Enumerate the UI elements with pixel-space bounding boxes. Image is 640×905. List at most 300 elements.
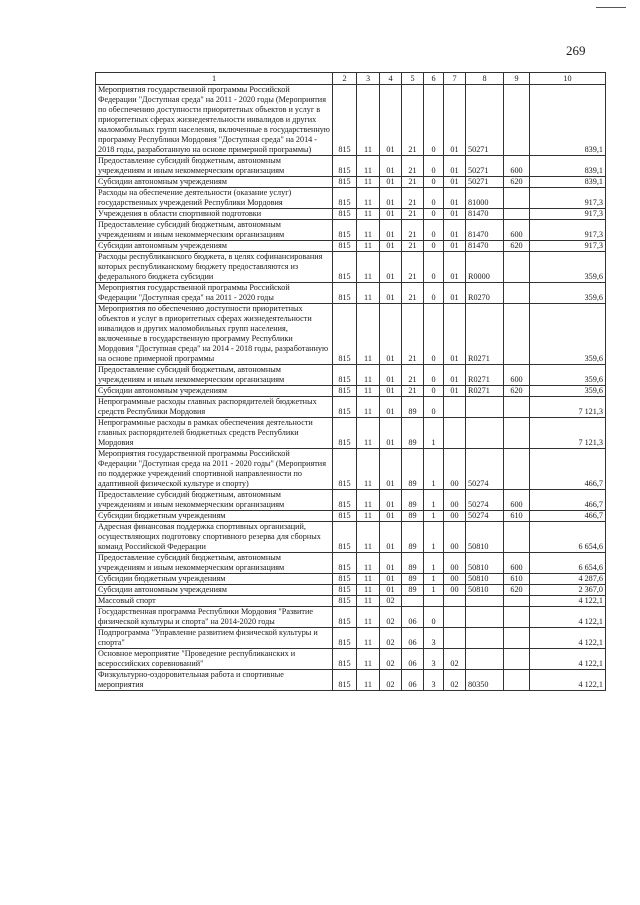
section-code: 11 xyxy=(357,283,380,304)
row-name: Предоставление субсидий бюджетным, автономным учреждениям и иным некоммерческим организациям xyxy=(96,156,333,177)
admin-code: 815 xyxy=(333,511,357,522)
direction-code: 81470 xyxy=(466,209,504,220)
event-code: 00 xyxy=(444,574,466,585)
program-code: 89 xyxy=(402,585,424,596)
corner-mark xyxy=(596,7,626,8)
subprogram-code: 0 xyxy=(424,607,444,628)
expense-type-code xyxy=(504,304,530,365)
amount: 4 122,1 xyxy=(530,649,606,670)
expense-type-code: 620 xyxy=(504,241,530,252)
subsection-code: 01 xyxy=(380,241,402,252)
row-name: Мероприятия по обеспечению доступности приоритетных объектов и услуг в приоритетных сферах жизнедеятельности инвалидов и других маломобильных групп населения, включенные в государственную программу Республики Мордовия "Доступная среда" на 2014 - 2018 годы, разработанную на основе примерной программы xyxy=(96,304,333,365)
admin-code: 815 xyxy=(333,574,357,585)
header-cell: 7 xyxy=(444,73,466,85)
amount: 6 654,6 xyxy=(530,553,606,574)
page-number: 269 xyxy=(566,43,586,58)
program-code: 21 xyxy=(402,177,424,188)
row-name: Предоставление субсидий бюджетным, автономным учреждениям и иным некоммерческим организациям xyxy=(96,553,333,574)
subsection-code: 01 xyxy=(380,511,402,522)
admin-code: 815 xyxy=(333,365,357,386)
table-row xyxy=(96,418,606,449)
table-row xyxy=(96,177,606,188)
row-name: Мероприятия государственной программы Российской Федерации "Доступная среда" на 2011 - 2020 годы (Мероприятия по обеспечению доступности приоритетных объектов и услуг в приоритетных сферах жизнедеятельности инвалидов и других маломобильных групп населения, включенные в государственную программу Республики Мордовия "Доступная среда" на 2014 - 2018 годы, разработанную на основе примерной программы) xyxy=(96,85,333,156)
table-row xyxy=(96,670,606,691)
subsection-code: 02 xyxy=(380,649,402,670)
expense-type-code xyxy=(504,252,530,283)
subsection-code: 02 xyxy=(380,670,402,691)
direction-code: R0271 xyxy=(466,304,504,365)
event-code: 01 xyxy=(444,365,466,386)
program-code: 06 xyxy=(402,649,424,670)
event-code: 01 xyxy=(444,304,466,365)
admin-code: 815 xyxy=(333,553,357,574)
table-row xyxy=(96,628,606,649)
amount: 917,3 xyxy=(530,188,606,209)
budget-table xyxy=(95,72,606,691)
row-name: Субсидии бюджетным учреждениям xyxy=(96,511,333,522)
row-name: Предоставление субсидий бюджетным, автономным учреждениям и иным некоммерческим организациям xyxy=(96,365,333,386)
row-name: Адресная финансовая поддержка спортивных организаций, осуществляющих подготовку спортивного резерва для сборных команд Российской Федерации xyxy=(96,522,333,553)
direction-code: 80350 xyxy=(466,670,504,691)
admin-code: 815 xyxy=(333,596,357,607)
header-cell: 8 xyxy=(466,73,504,85)
subsection-code: 01 xyxy=(380,283,402,304)
section-code: 11 xyxy=(357,241,380,252)
event-code: 01 xyxy=(444,188,466,209)
header-cell: 1 xyxy=(96,73,333,85)
admin-code: 815 xyxy=(333,490,357,511)
admin-code: 815 xyxy=(333,522,357,553)
amount: 359,6 xyxy=(530,252,606,283)
amount: 7 121,3 xyxy=(530,397,606,418)
expense-type-code xyxy=(504,85,530,156)
section-code: 11 xyxy=(357,418,380,449)
section-code: 11 xyxy=(357,607,380,628)
section-code: 11 xyxy=(357,304,380,365)
expense-type-code xyxy=(504,649,530,670)
subprogram-code: 0 xyxy=(424,220,444,241)
table-body xyxy=(96,85,606,691)
section-code: 11 xyxy=(357,511,380,522)
table-row xyxy=(96,220,606,241)
admin-code: 815 xyxy=(333,220,357,241)
event-code: 01 xyxy=(444,220,466,241)
section-code: 11 xyxy=(357,670,380,691)
expense-type-code: 600 xyxy=(504,490,530,511)
subprogram-code: 3 xyxy=(424,628,444,649)
row-name: Мероприятия государственной программы Российской Федерации "Доступная среда" на 2011 - 2020 годы xyxy=(96,283,333,304)
program-code: 21 xyxy=(402,304,424,365)
admin-code: 815 xyxy=(333,628,357,649)
expense-type-code: 600 xyxy=(504,156,530,177)
section-code: 11 xyxy=(357,449,380,490)
expense-type-code: 600 xyxy=(504,365,530,386)
subsection-code: 01 xyxy=(380,209,402,220)
event-code: 01 xyxy=(444,241,466,252)
table-row xyxy=(96,252,606,283)
section-code: 11 xyxy=(357,628,380,649)
table-row xyxy=(96,607,606,628)
subsection-code: 02 xyxy=(380,596,402,607)
program-code: 06 xyxy=(402,628,424,649)
row-name: Субсидии автономным учреждениям xyxy=(96,177,333,188)
section-code: 11 xyxy=(357,220,380,241)
header-cell: 4 xyxy=(380,73,402,85)
row-name: Непрограммные расходы в рамках обеспечения деятельности главных распорядителей бюджетных средств Республики Мордовия xyxy=(96,418,333,449)
subsection-code: 01 xyxy=(380,553,402,574)
program-code: 21 xyxy=(402,283,424,304)
subprogram-code: 0 xyxy=(424,386,444,397)
subprogram-code: 1 xyxy=(424,418,444,449)
row-name: Государственная программа Республики Мордовия "Развитие физической культуры и спорта" на 2014-2020 годы xyxy=(96,607,333,628)
section-code: 11 xyxy=(357,522,380,553)
program-code: 21 xyxy=(402,252,424,283)
direction-code: R0270 xyxy=(466,283,504,304)
direction-code xyxy=(466,397,504,418)
row-name: Подпрограмма "Управление развитием физической культуры и спорта" xyxy=(96,628,333,649)
amount: 2 367,0 xyxy=(530,585,606,596)
expense-type-code xyxy=(504,628,530,649)
admin-code: 815 xyxy=(333,241,357,252)
amount: 4 287,6 xyxy=(530,574,606,585)
subsection-code: 01 xyxy=(380,449,402,490)
table-row xyxy=(96,156,606,177)
section-code: 11 xyxy=(357,596,380,607)
subsection-code: 01 xyxy=(380,585,402,596)
amount: 4 122,1 xyxy=(530,596,606,607)
amount: 839,1 xyxy=(530,156,606,177)
event-code: 00 xyxy=(444,522,466,553)
direction-code xyxy=(466,628,504,649)
subsection-code: 01 xyxy=(380,365,402,386)
direction-code xyxy=(466,596,504,607)
expense-type-code xyxy=(504,209,530,220)
admin-code: 815 xyxy=(333,156,357,177)
subsection-code: 01 xyxy=(380,85,402,156)
admin-code: 815 xyxy=(333,386,357,397)
event-code: 01 xyxy=(444,85,466,156)
subprogram-code: 0 xyxy=(424,188,444,209)
section-code: 11 xyxy=(357,188,380,209)
expense-type-code xyxy=(504,188,530,209)
event-code xyxy=(444,628,466,649)
direction-code xyxy=(466,607,504,628)
expense-type-code xyxy=(504,607,530,628)
subprogram-code: 0 xyxy=(424,304,444,365)
subprogram-code: 0 xyxy=(424,283,444,304)
direction-code: 50274 xyxy=(466,490,504,511)
section-code: 11 xyxy=(357,490,380,511)
amount: 917,3 xyxy=(530,220,606,241)
expense-type-code xyxy=(504,596,530,607)
event-code: 02 xyxy=(444,649,466,670)
subprogram-code xyxy=(424,596,444,607)
header-cell: 10 xyxy=(530,73,606,85)
subprogram-code: 0 xyxy=(424,177,444,188)
subprogram-code: 0 xyxy=(424,209,444,220)
row-name: Предоставление субсидий бюджетным, автономным учреждениям и иным некоммерческим организациям xyxy=(96,490,333,511)
row-name: Массовый спорт xyxy=(96,596,333,607)
expense-type-code: 620 xyxy=(504,585,530,596)
table-row xyxy=(96,511,606,522)
expense-type-code xyxy=(504,449,530,490)
table-row xyxy=(96,397,606,418)
event-code: 01 xyxy=(444,283,466,304)
program-code: 21 xyxy=(402,386,424,397)
section-code: 11 xyxy=(357,85,380,156)
subprogram-code: 1 xyxy=(424,511,444,522)
direction-code: 81470 xyxy=(466,241,504,252)
event-code: 00 xyxy=(444,585,466,596)
direction-code: 50810 xyxy=(466,553,504,574)
row-name: Субсидии бюджетным учреждениям xyxy=(96,574,333,585)
expense-type-code xyxy=(504,397,530,418)
section-code: 11 xyxy=(357,386,380,397)
amount: 839,1 xyxy=(530,85,606,156)
expense-type-code: 610 xyxy=(504,511,530,522)
table-row xyxy=(96,209,606,220)
subsection-code: 01 xyxy=(380,522,402,553)
event-code: 01 xyxy=(444,252,466,283)
program-code: 21 xyxy=(402,209,424,220)
subprogram-code: 0 xyxy=(424,241,444,252)
table-row xyxy=(96,241,606,252)
header-cell: 9 xyxy=(504,73,530,85)
subprogram-code: 3 xyxy=(424,670,444,691)
header-cell: 6 xyxy=(424,73,444,85)
subprogram-code: 0 xyxy=(424,397,444,418)
amount: 359,6 xyxy=(530,304,606,365)
expense-type-code xyxy=(504,670,530,691)
table-row xyxy=(96,365,606,386)
header-cell: 3 xyxy=(357,73,380,85)
table-row xyxy=(96,188,606,209)
event-code: 01 xyxy=(444,386,466,397)
direction-code xyxy=(466,418,504,449)
subsection-code: 01 xyxy=(380,574,402,585)
header-cell: 5 xyxy=(402,73,424,85)
amount: 359,6 xyxy=(530,386,606,397)
row-name: Субсидии автономным учреждениям xyxy=(96,241,333,252)
event-code: 01 xyxy=(444,209,466,220)
admin-code: 815 xyxy=(333,585,357,596)
subprogram-code: 1 xyxy=(424,553,444,574)
amount: 466,7 xyxy=(530,511,606,522)
expense-type-code xyxy=(504,283,530,304)
row-name: Мероприятия государственной программы Российской Федерации "Доступная среда на 2011 - 2020 годы" (Мероприятия по поддержке учреждений спортивной направленности по адаптивной физической культуре и спорту) xyxy=(96,449,333,490)
event-code: 01 xyxy=(444,156,466,177)
direction-code: R0271 xyxy=(466,386,504,397)
admin-code: 815 xyxy=(333,607,357,628)
direction-code xyxy=(466,649,504,670)
row-name: Учреждения в области спортивной подготовки xyxy=(96,209,333,220)
direction-code: 50274 xyxy=(466,511,504,522)
program-code: 21 xyxy=(402,188,424,209)
header-row xyxy=(96,73,606,85)
admin-code: 815 xyxy=(333,649,357,670)
expense-type-code: 600 xyxy=(504,220,530,241)
program-code: 89 xyxy=(402,574,424,585)
section-code: 11 xyxy=(357,156,380,177)
event-code: 00 xyxy=(444,490,466,511)
admin-code: 815 xyxy=(333,252,357,283)
program-code: 21 xyxy=(402,241,424,252)
row-name: Предоставление субсидий бюджетным, автономным учреждениям и иным некоммерческим организациям xyxy=(96,220,333,241)
admin-code: 815 xyxy=(333,418,357,449)
amount: 839,1 xyxy=(530,177,606,188)
row-name: Основное мероприятие "Проведение республиканских и всероссийских соревнований" xyxy=(96,649,333,670)
section-code: 11 xyxy=(357,365,380,386)
amount: 466,7 xyxy=(530,449,606,490)
subsection-code: 01 xyxy=(380,490,402,511)
admin-code: 815 xyxy=(333,283,357,304)
row-name: Субсидии автономным учреждениям xyxy=(96,386,333,397)
table-row xyxy=(96,386,606,397)
program-code: 89 xyxy=(402,522,424,553)
expense-type-code: 600 xyxy=(504,553,530,574)
subprogram-code: 0 xyxy=(424,156,444,177)
amount: 917,3 xyxy=(530,241,606,252)
subsection-code: 01 xyxy=(380,386,402,397)
subprogram-code: 1 xyxy=(424,585,444,596)
subprogram-code: 3 xyxy=(424,649,444,670)
event-code xyxy=(444,418,466,449)
expense-type-code: 620 xyxy=(504,177,530,188)
amount: 4 122,1 xyxy=(530,607,606,628)
direction-code: 50810 xyxy=(466,585,504,596)
subsection-code: 01 xyxy=(380,188,402,209)
program-code: 21 xyxy=(402,156,424,177)
direction-code: 50274 xyxy=(466,449,504,490)
program-code: 06 xyxy=(402,607,424,628)
subprogram-code: 1 xyxy=(424,574,444,585)
row-name: Расходы республиканского бюджета, в целях софинансирования которых республиканскому бюджету предоставляются из федерального бюджета субсидии xyxy=(96,252,333,283)
subsection-code: 02 xyxy=(380,607,402,628)
program-code xyxy=(402,596,424,607)
event-code xyxy=(444,596,466,607)
direction-code: R0271 xyxy=(466,365,504,386)
section-code: 11 xyxy=(357,252,380,283)
event-code: 00 xyxy=(444,511,466,522)
row-name: Субсидии автономным учреждениям xyxy=(96,585,333,596)
subprogram-code: 0 xyxy=(424,252,444,283)
amount: 466,7 xyxy=(530,490,606,511)
subsection-code: 01 xyxy=(380,220,402,241)
subsection-code: 01 xyxy=(380,177,402,188)
amount: 4 122,1 xyxy=(530,670,606,691)
table-row xyxy=(96,449,606,490)
amount: 917,3 xyxy=(530,209,606,220)
row-name: Физкультурно-оздоровительная работа и спортивные мероприятия xyxy=(96,670,333,691)
direction-code: 50271 xyxy=(466,177,504,188)
program-code: 21 xyxy=(402,365,424,386)
event-code xyxy=(444,397,466,418)
table-row xyxy=(96,596,606,607)
subsection-code: 01 xyxy=(380,304,402,365)
subsection-code: 02 xyxy=(380,628,402,649)
admin-code: 815 xyxy=(333,397,357,418)
admin-code: 815 xyxy=(333,209,357,220)
subprogram-code: 1 xyxy=(424,449,444,490)
header-cell: 2 xyxy=(333,73,357,85)
program-code: 89 xyxy=(402,418,424,449)
table-row xyxy=(96,649,606,670)
subsection-code: 01 xyxy=(380,156,402,177)
direction-code: 50810 xyxy=(466,522,504,553)
event-code: 00 xyxy=(444,553,466,574)
table-row xyxy=(96,553,606,574)
expense-type-code: 620 xyxy=(504,386,530,397)
section-code: 11 xyxy=(357,649,380,670)
program-code: 21 xyxy=(402,85,424,156)
admin-code: 815 xyxy=(333,85,357,156)
amount: 359,6 xyxy=(530,283,606,304)
program-code: 21 xyxy=(402,220,424,241)
subsection-code: 01 xyxy=(380,418,402,449)
row-name: Расходы на обеспечение деятельности (оказание услуг) государственных учреждений Республики Мордовия xyxy=(96,188,333,209)
program-code: 89 xyxy=(402,490,424,511)
direction-code: 50271 xyxy=(466,85,504,156)
table-row xyxy=(96,585,606,596)
program-code: 06 xyxy=(402,670,424,691)
subsection-code: 01 xyxy=(380,252,402,283)
subsection-code: 01 xyxy=(380,397,402,418)
table-row xyxy=(96,304,606,365)
amount: 6 654,6 xyxy=(530,522,606,553)
table-row xyxy=(96,490,606,511)
program-code: 89 xyxy=(402,449,424,490)
table-row xyxy=(96,522,606,553)
amount: 4 122,1 xyxy=(530,628,606,649)
table-row xyxy=(96,85,606,156)
amount: 359,6 xyxy=(530,365,606,386)
section-code: 11 xyxy=(357,397,380,418)
program-code: 89 xyxy=(402,397,424,418)
admin-code: 815 xyxy=(333,670,357,691)
direction-code: 50271 xyxy=(466,156,504,177)
row-name: Непрограммные расходы главных распорядителей бюджетных средств Республики Мордовия xyxy=(96,397,333,418)
event-code: 01 xyxy=(444,177,466,188)
amount: 7 121,3 xyxy=(530,418,606,449)
subprogram-code: 1 xyxy=(424,490,444,511)
program-code: 89 xyxy=(402,511,424,522)
admin-code: 815 xyxy=(333,304,357,365)
expense-type-code xyxy=(504,418,530,449)
direction-code: 50810 xyxy=(466,574,504,585)
direction-code: R0000 xyxy=(466,252,504,283)
event-code xyxy=(444,607,466,628)
program-code: 89 xyxy=(402,553,424,574)
subprogram-code: 0 xyxy=(424,85,444,156)
section-code: 11 xyxy=(357,177,380,188)
expense-type-code: 610 xyxy=(504,574,530,585)
admin-code: 815 xyxy=(333,188,357,209)
admin-code: 815 xyxy=(333,449,357,490)
subprogram-code: 0 xyxy=(424,365,444,386)
section-code: 11 xyxy=(357,209,380,220)
event-code: 02 xyxy=(444,670,466,691)
event-code: 00 xyxy=(444,449,466,490)
table-row xyxy=(96,574,606,585)
section-code: 11 xyxy=(357,574,380,585)
section-code: 11 xyxy=(357,585,380,596)
expense-type-code xyxy=(504,522,530,553)
direction-code: 81000 xyxy=(466,188,504,209)
table-row xyxy=(96,283,606,304)
admin-code: 815 xyxy=(333,177,357,188)
section-code: 11 xyxy=(357,553,380,574)
direction-code: 81470 xyxy=(466,220,504,241)
